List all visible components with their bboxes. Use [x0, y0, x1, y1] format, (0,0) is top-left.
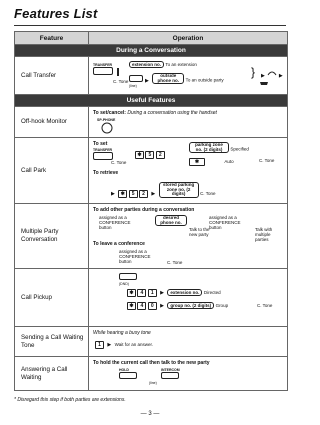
hold-desc: To hold the current call then talk to the new party	[93, 360, 210, 366]
row-call-park: Call Park To set TRANSFER C. Tone ✱ 5 2 parking zone no. (2 digits) Specified ✱ Auto C. Tone To retrieve ▶ ✱ 5 2 ▶ stored parking zone no. (2 digits) C. Tone	[15, 138, 288, 204]
parking-zone-key: parking zone no. (2 digits)	[189, 142, 229, 153]
wait-answer-text: Wait for an answer.	[114, 342, 153, 347]
extension-number-key: extension no.	[129, 61, 164, 68]
pickup-key-1: 1	[148, 289, 157, 297]
park-transfer-label: TRANSFER	[93, 148, 113, 152]
offhook-desc: During a conversation using the handset	[127, 110, 217, 116]
auto-label: Auto	[224, 159, 234, 164]
section-during-conversation: During a Conversation	[15, 45, 288, 57]
section-useful-features: Useful Features	[15, 95, 288, 107]
feature-answering-waiting: Answering a Call Waiting	[15, 357, 89, 391]
assigned-label: assigned as a	[99, 215, 127, 220]
button-label: button	[99, 225, 112, 230]
transfer-label: TRANSFER	[93, 63, 113, 67]
retrieve-star-key: ✱	[118, 190, 127, 198]
park-ctone: C. Tone	[111, 160, 127, 165]
row-call-pickup: Call Pickup (DND) ✱ 4 1 ▶ extension no. Directed ✱ 4 0 ▶ group no. (2 digits) Group C. Tone	[15, 269, 288, 327]
title-underline	[14, 25, 286, 26]
feature-call-transfer: Call Transfer	[15, 57, 89, 95]
page-number: — 3 —	[140, 411, 160, 417]
retrieve-key-2: 2	[139, 190, 148, 198]
features-table	[14, 31, 288, 391]
group-label: Group	[215, 303, 229, 308]
park-ctone-2: C. Tone	[259, 158, 275, 163]
busy-tone-text: While hearing a busy tone	[93, 330, 151, 336]
to-set-label: To set	[93, 141, 108, 147]
line-key	[129, 75, 143, 82]
outside-number-key: outside phone no.	[152, 73, 184, 84]
pickup-key-4b: 4	[137, 302, 146, 310]
key-2: 2	[156, 151, 165, 159]
ctone-label: C. Tone	[113, 79, 129, 84]
pickup-line-label: (DND)	[119, 282, 129, 286]
conference-label-3: CONFERENCE	[119, 254, 151, 259]
intercom-label: INTERCOM	[161, 368, 180, 372]
footnote: * Disregard this step if both parties are extensions.	[14, 397, 126, 403]
row-multiple-party	[15, 204, 288, 269]
auto-star-key: ✱	[189, 158, 205, 166]
row-answering-waiting	[15, 357, 288, 391]
to-retrieve-label: To retrieve	[93, 170, 119, 176]
key-5: 5	[145, 151, 154, 159]
intercom-key	[161, 372, 179, 379]
row-waiting-tone: Sending a Call Waiting Tone While hearing a busy tone 1 ▶ Wait for an answer.	[15, 327, 288, 357]
pickup-line-key	[119, 273, 137, 280]
button-label-3: button	[119, 259, 132, 264]
pickup-key-0: 0	[148, 302, 157, 310]
sp-phone-key	[101, 122, 113, 136]
sp-phone-label: SP-PHONE	[97, 118, 116, 122]
conference-label-2: CONFERENCE	[209, 220, 241, 225]
pickup-ctone: C. Tone	[257, 303, 273, 308]
stored-zone-key: stored parking zone no. (2 digits)	[159, 182, 199, 198]
conference-label: CONFERENCE	[99, 220, 131, 225]
handset-icon	[115, 67, 123, 79]
leave-conf-title: To leave a conference	[93, 241, 145, 247]
hold-key	[119, 372, 137, 379]
talk-multi: Talk with multiple parties	[255, 227, 273, 242]
row-offhook-monitor	[15, 107, 288, 138]
set-cancel-label: To set/cancel:	[93, 110, 126, 116]
page-title: Features List	[14, 6, 98, 21]
desired-number-key: desired phone no.	[155, 215, 187, 226]
button-label-2: button	[209, 225, 222, 230]
pickup-star-2: ✱	[127, 302, 136, 310]
to-extension-text: To an extension	[165, 62, 197, 67]
answer-line-label: (line)	[149, 381, 157, 385]
feature-offhook-monitor: Off-hook Monitor	[15, 107, 89, 138]
header-feature: Feature	[15, 32, 89, 45]
bracket-right: }	[251, 65, 256, 79]
feature-call-pickup: Call Pickup	[15, 269, 89, 327]
talk-new-party: Talk to the new party	[189, 227, 210, 237]
hold-label: HOLD	[119, 368, 129, 372]
add-parties-title: To add other parties during a conversation	[93, 207, 195, 213]
transfer-key	[93, 67, 113, 75]
assigned-label-2: assigned as a	[209, 215, 237, 220]
line-label: (line)	[129, 84, 137, 88]
feature-multiple-party: Multiple Party Conversation	[15, 204, 89, 269]
header-operation: Operation	[89, 32, 288, 45]
retrieve-ctone: C. Tone	[200, 191, 216, 196]
to-outside-text: To an outside party	[185, 77, 224, 83]
star-key: ✱	[135, 151, 144, 159]
pickup-star-1: ✱	[127, 289, 136, 297]
park-transfer-key	[93, 152, 113, 160]
feature-call-park: Call Park	[15, 138, 89, 204]
key-1: 1	[95, 341, 104, 349]
leave-ctone: C. Tone	[167, 260, 183, 265]
assigned-label-3: assigned as a	[119, 249, 147, 254]
retrieve-key-5: 5	[129, 190, 138, 198]
row-call-transfer: Call Transfer TRANSFER C. Tone extension no. To an extension ▶ outside phone no. To an outside party (line) } ▶ ▶	[15, 57, 288, 95]
pickup-ext-key: extension no.	[167, 289, 202, 296]
directed-label: Directed	[203, 290, 221, 295]
feature-waiting-tone: Sending a Call Waiting Tone	[15, 327, 89, 357]
pickup-group-key: group no. (2 digits)	[167, 302, 214, 309]
hangup-icon	[259, 83, 269, 89]
table-header-row	[15, 32, 288, 45]
specified-label: Specified	[230, 146, 249, 152]
pickup-key-4: 4	[137, 289, 146, 297]
